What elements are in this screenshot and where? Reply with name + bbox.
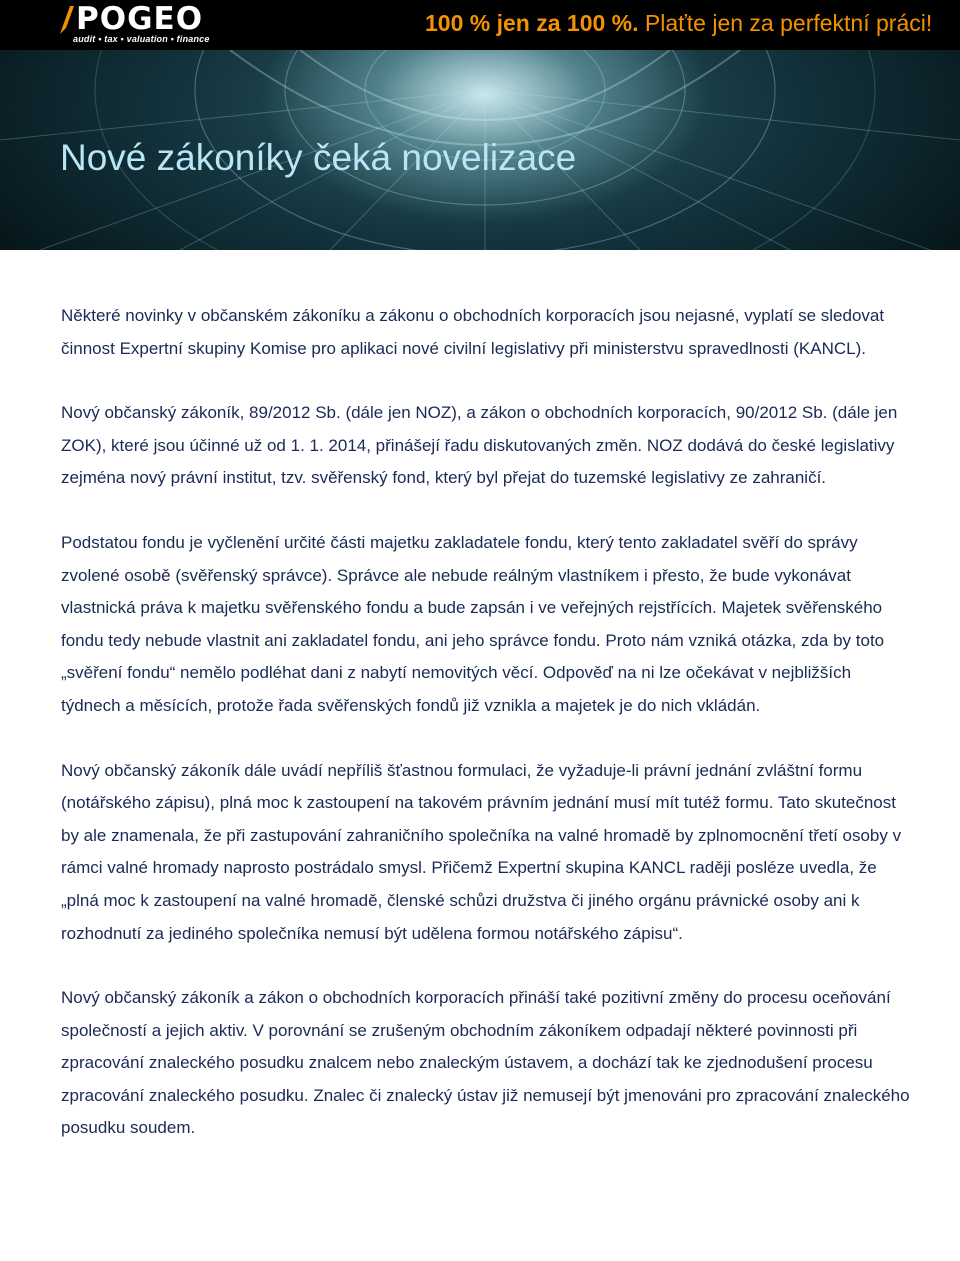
article-paragraph: Nový občanský zákoník a zákon o obchodních korporacích přináší také pozitivní změny do procesu oceňování společností a jejich aktiv. V porovnání se zrušeným obchodním zákoníkem odpadají některé povinnosti při zpracování znaleckého posudku znalcem nebo znaleckým ústavem, a dochází tak ke zjednodušení procesu zpracování znaleckého posudku. Znalec či znalecký ústav již nemusejí být jmenováni pro zpracování znaleckého posudku soudem.: [61, 988, 910, 1138]
tagline-rest: Plaťte jen za perfektní práci!: [638, 10, 933, 36]
article-paragraph: Podstatou fondu je vyčlenění určité části majetku zakladatele fondu, který tento zakladatel svěří do správy zvolené osobě (svěřenský správce). Správce ale nebude reálným vlastníkem i přesto, že bude vykonávat vlastnická práva k majetku svěřenského fondu a bude zapsán i ve veřejných rejstřících. Majetek svěřenského fondu tedy nebude vlastnit ani zakladatel fondu, ani jeho správce fondu. Proto nám vzniká otázka, zda by toto „svěření fondu“ nemělo podléhat dani z nabytí nemovitých věcí. Odpověď na ni lze očekávat v nejbližších týdnech a měsících, protože řada svěřenských fondů již vznikla a majetek je do nich vkládán.: [61, 532, 885, 715]
apogeo-logo[interactable]: [58, 2, 218, 46]
article-paragraph: Nový občanský zákoník, 89/2012 Sb. (dále jen NOZ), a zákon o obchodních korporacích, 90/2012 Sb. (dále jen ZOK), které jsou účinné už od 1. 1. 2014, přinášejí řadu diskutovaných změn. NOZ dodává do české legislativy zejména nový právní institut, tzv. svěřenský fond, který byl přejat do tuzemské legislativy ze zahraničí.: [61, 403, 898, 488]
article-paragraph: Nový občanský zákoník dále uvádí nepříliš šťastnou formulaci, že vyžaduje-li právní jednání zvláštní formu (notářského zápisu), plná moc k zastoupení na takovém právním jednání musí mít tutéž formu. Tato skutečnost by ale znamenala, že při zastupování zahraničního společníka na valné hromadě by zplnomocnění třetí osoby v rámci valné hromady naprosto postrádalo smysl. Přičemž Expertní skupina KANCL raději posléze uvedla, že „plná moc k zastoupení na valné hromadě, členské schůzi družstva či jiného orgánu právnické osoby ani k rozhodnutí za jediného společníka nemusí být udělena formou notářského zápisu“.: [61, 760, 902, 943]
article-body: [61, 300, 911, 1177]
page-title: Nové zákoníky čeká novelizace: [60, 137, 577, 178]
hero-banner: [0, 50, 960, 250]
article-paragraph: Některé novinky v občanském zákoníku a zákonu o obchodních korporacích jsou nejasné, vyplatí se sledovat činnost Expertní skupiny Komise pro aplikaci nové civilní legislativy při ministerstvu spravedlnosti (KANCL).: [61, 306, 885, 358]
logo-tagline: audit • tax • valuation • finance: [73, 34, 210, 44]
logo-wordmark: POGEO: [76, 1, 204, 37]
tagline-highlight: 100 % jen za 100 %.: [425, 10, 639, 36]
top-bar: [0, 0, 960, 50]
header-tagline: [425, 9, 932, 37]
logo-a-mark-icon: [58, 4, 78, 36]
